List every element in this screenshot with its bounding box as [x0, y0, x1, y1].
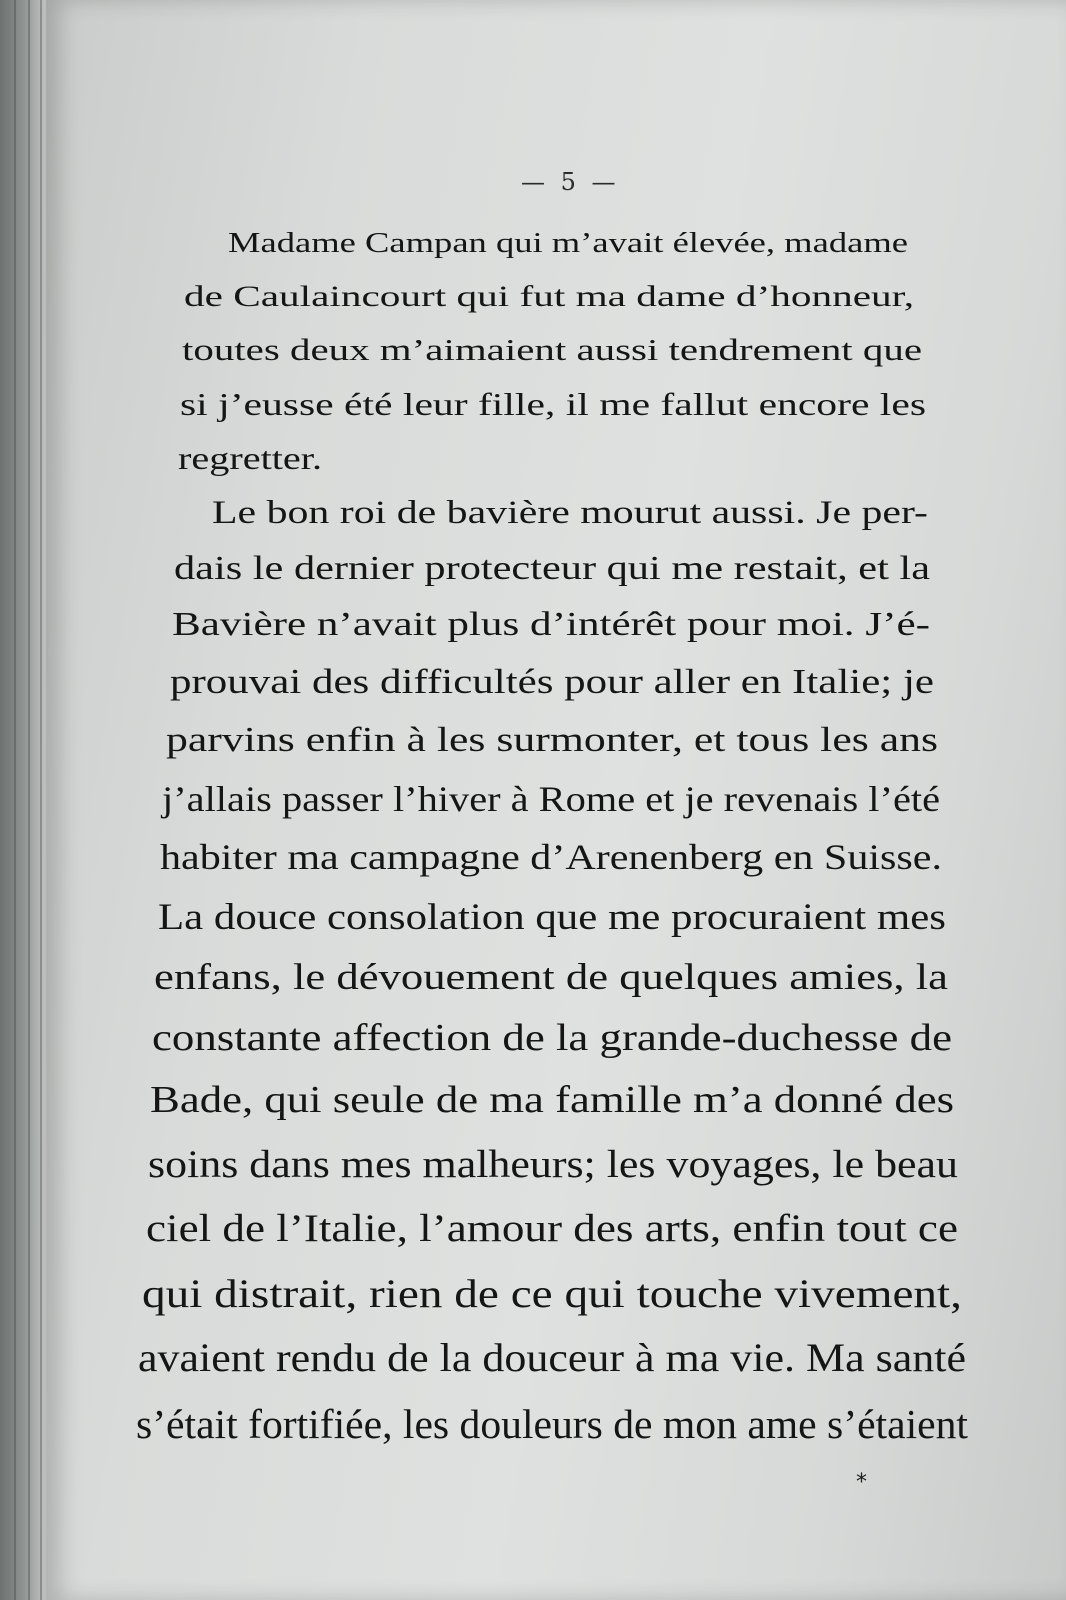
text-line: avaient rendu de la douceur à ma vie. Ma santé	[138, 1335, 966, 1380]
text-line: enfans, le dévouement de quelques amies, la	[154, 957, 948, 998]
text-line: regretter.	[178, 440, 322, 476]
text-line: qui distrait, rien de ce qui touche vivement,	[142, 1271, 963, 1316]
text-line: Bavière n’avait plus d’intérêt pour moi. J’é-	[172, 606, 931, 643]
text-line: soins dans mes malheurs; les voyages, le beau	[148, 1143, 959, 1186]
signature-mark: *	[856, 1470, 867, 1495]
text-line: s’était fortifiée, les douleurs de mon ame s’étaient	[136, 1401, 968, 1447]
text-line: j’allais passer l’hiver à Rome et je revenais l’été	[162, 779, 940, 819]
text-line: Madame Campan qui m’avait élevée, madame	[228, 228, 908, 259]
text-line: dais le dernier protecteur qui me restait, et la	[174, 550, 930, 587]
page-edge-line	[40, 0, 42, 1600]
page-number: — 5 —	[521, 168, 620, 196]
page-edge-line	[28, 0, 30, 1600]
text-line: Bade, qui seule de ma famille m’a donné des	[150, 1079, 954, 1121]
text-line: prouvai des difficultés pour aller en Italie; je	[170, 662, 934, 701]
text-line: de Caulaincourt qui fut ma dame d’honneur,	[184, 280, 914, 313]
page-edge-line	[14, 0, 16, 1600]
text-line: ciel de l’Italie, l’amour des arts, enfin tout ce	[146, 1207, 958, 1250]
text-line: si j’eusse été leur fille, il me fallut encore les	[180, 386, 927, 422]
text-line: habiter ma campagne d’Arenenberg en Suisse.	[160, 837, 942, 877]
text-line: La douce consolation que me procuraient mes	[158, 897, 946, 938]
text-line: parvins enfin à les surmonter, et tous les ans	[166, 720, 938, 759]
text-line: toutes deux m’aimaient aussi tendrement que	[182, 332, 922, 367]
text-line: Le bon roi de bavière mourut aussi. Je per-	[212, 495, 928, 531]
book-page	[46, 0, 1066, 1600]
text-line: constante affection de la grande-duchesse de	[152, 1017, 952, 1059]
